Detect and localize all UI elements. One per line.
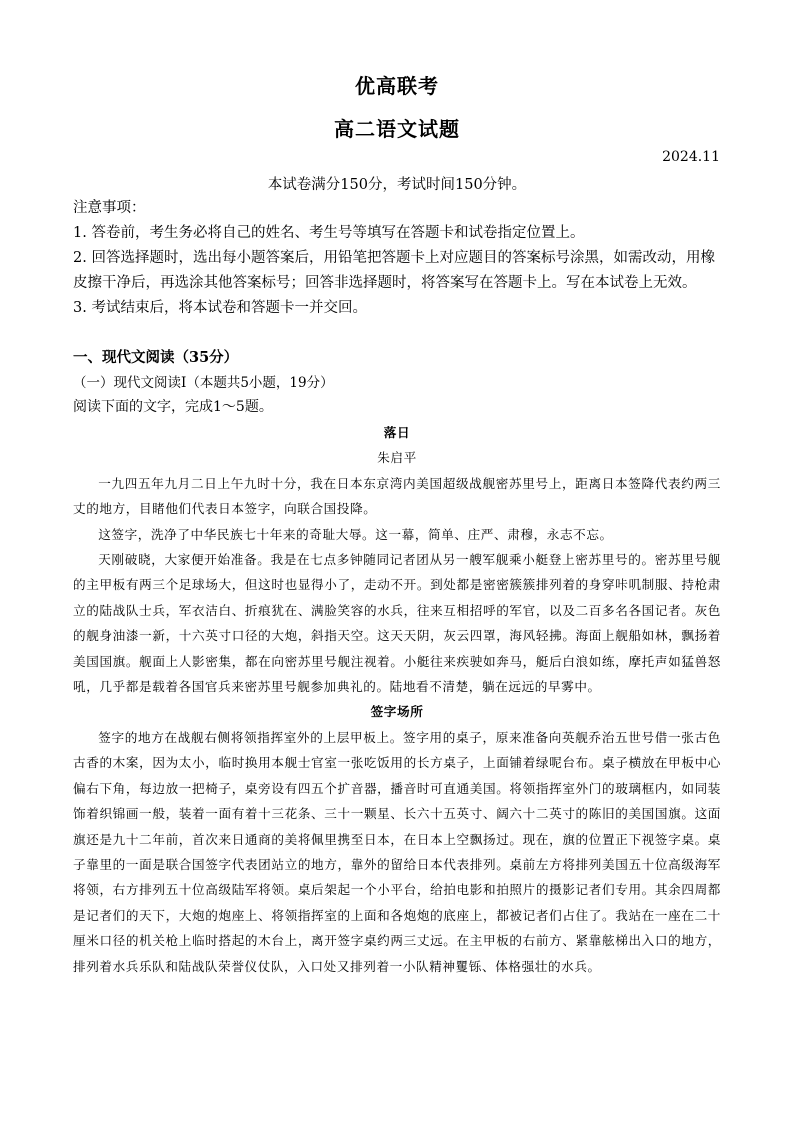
notes-block: [73, 196, 723, 321]
subsection-title: （一）现代文阅读Ⅰ（本题共5小题，19分）: [73, 375, 334, 391]
article-paragraph: 签字的地方在战舰右侧将领指挥室外的上层甲板上。签字用的桌子，原来准备向英舰乔治五世号借一张古色古香的木案，因为太小，临时换用本舰士官室一张吃饭用的长方桌子，上面铺着绿呢台布。桌子横放在甲板中心偏右下角，每边放一把椅子，桌旁设有四五个扩音器，播音时可直通美国。将领指挥室外门的玻璃框内，如同装饰着织锦画一般，装着一面有着十三花条、三十一颗星、长六十五英寸、阔六十二英寸的陈旧的美国国旗。这面旗还是九十二年前，首次来日通商的美将佩里携至日本，在日本上空飘扬过。现在，旗的位置正下视签字桌。桌子靠里的一面是联合国签字代表团站立的地方，靠外的留给日本代表排列。桌前左方将排列美国五十位高级海军将领，右方排列五十位高级陆军将领。桌后架起一个小平台，给拍电影和拍照片的摄影记者们专用。其余四周都是记者们的天下，大炮的炮座上、将领指挥室的上面和各炮炮的底座上，都被记者们占住了。我站在一座在二十厘米口径的机关枪上临时搭起的木台上，离开签字桌约两三丈远。在主甲板的右前方、紧靠舷梯出入口的地方，排列着水兵乐队和陆战队荣誉仪仗队，入口处又排列着一小队精神矍铄、体格强壮的水兵。: [73, 729, 721, 974]
note-item-2: 2. 回答选择题时，选出每小题答案后，用铅笔把答题卡上对应题目的答案标号涂黑，如需改动，用橡皮擦干净后，再选涂其他答案标号；回答非选择题时，将答案写在答题卡上。写在本试卷上无效。: [73, 250, 715, 291]
article-subheading: 签字场所: [370, 704, 424, 720]
notes-heading: 注意事项：: [73, 200, 146, 216]
article-paragraph: 天刚破晓，大家便开始准备。我是在七点多钟随同记者团从另一艘军舰乘小艇登上密苏里号的。密苏里号舰的主甲板有两三个足球场大，但这时也显得小了，走动不开。到处都是密密簇簇排列着的身穿咔叽制服、持枪肃立的陆战队士兵，军衣洁白、折痕犹在、满脸笑容的水兵，往来互相招呼的军官，以及二百多名各国记者。灰色的舰身油漆一新，十六英寸口径的大炮，斜指天空。这天天阴，灰云四罩，海风轻拂。海面上舰船如林，飘扬着美国国旗。舰面上人影密集，都在向密苏里号舰注视着。小艇往来疾驶如奔马，艇后白浪如练，摩托声如猛兽怒吼，几乎都是载着各国官兵来密苏里号舰参加典礼的。陆地看不清楚，躺在远远的早雾中。: [73, 552, 721, 695]
article-title: 落日: [383, 425, 411, 440]
note-item-3: 3. 考试结束后，将本试卷和答题卡一并交回。: [73, 300, 367, 316]
exam-intro: 本试卷满分150分，考试时间150分钟。: [267, 177, 527, 193]
exam-date: 2024.11: [662, 149, 720, 165]
article-paragraph: 一九四五年九月二日上午九时十分，我在日本东京湾内美国超级战舰密苏里号上，距离日本签降代表约两三丈的地方，目睹他们代表日本签字，向联合国投降。: [73, 475, 721, 517]
article-author: 朱启平: [377, 450, 417, 466]
exam-title: 高二语文试题: [334, 117, 460, 141]
section-title: 一、现代文阅读（35分）: [73, 349, 239, 366]
article: [73, 420, 721, 979]
reading-instruction: 阅读下面的文字，完成1～5题。: [73, 399, 273, 415]
exam-org-title: 优高联考: [355, 74, 439, 98]
note-item-1: 1. 答卷前，考生务必将自己的姓名、考生号等填写在答题卡和试卷指定位置上。: [73, 225, 585, 241]
article-paragraph: 这签字，洗净了中华民族七十年来的奇耻大辱。这一幕，简单、庄严、肃穆，永志不忘。: [98, 526, 613, 542]
